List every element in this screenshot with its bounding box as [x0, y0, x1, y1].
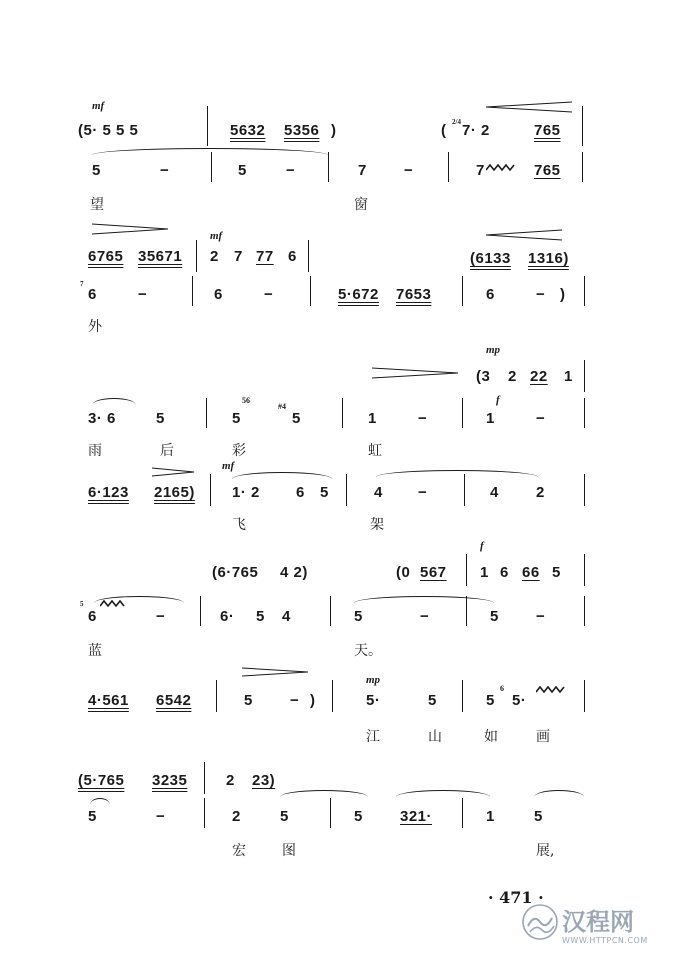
barline	[448, 152, 449, 182]
note: 1	[486, 808, 495, 825]
notes: 7653	[396, 286, 432, 303]
dash: −	[536, 410, 546, 427]
dash: −	[264, 286, 274, 303]
note: 2	[210, 248, 219, 265]
note: 2	[226, 772, 235, 789]
note: 6	[486, 286, 495, 303]
barline	[462, 680, 463, 712]
note: 5	[88, 808, 97, 825]
barline	[584, 276, 585, 306]
notes: 4·561	[88, 692, 129, 709]
slur	[232, 472, 332, 479]
notes: 765	[534, 162, 561, 179]
trill-mark	[100, 600, 128, 608]
note: 5	[238, 162, 247, 179]
note: 5	[244, 692, 253, 709]
notes: 765	[534, 122, 561, 139]
note: 6	[214, 286, 223, 303]
lyric: 窗	[354, 197, 368, 213]
note: 6	[288, 248, 297, 265]
lyric: 望	[90, 197, 104, 213]
slur	[280, 790, 368, 797]
paren: )	[310, 692, 316, 709]
barline	[584, 596, 585, 626]
slur	[354, 596, 494, 603]
barline	[310, 276, 311, 306]
notes: (6·765	[212, 564, 259, 581]
note: 7	[234, 248, 243, 265]
lyric: 天。	[354, 643, 382, 659]
note: 5	[232, 410, 241, 427]
watermark-brand: 汉程网	[562, 908, 634, 936]
note: 7	[476, 162, 485, 179]
paren: )	[331, 122, 337, 139]
barline	[346, 474, 347, 506]
barline	[210, 474, 211, 506]
dash: −	[536, 286, 546, 303]
note: 4	[490, 484, 499, 501]
barline	[584, 474, 585, 506]
dash: −	[418, 484, 428, 501]
barline	[200, 596, 201, 626]
crescendo-hairpin	[484, 100, 574, 114]
decrescendo-hairpin	[370, 366, 460, 380]
dash: −	[286, 162, 296, 179]
dash: −	[156, 608, 166, 625]
barline	[584, 554, 585, 586]
lyric: 蓝	[88, 643, 102, 659]
dash: −	[156, 808, 166, 825]
notes: 4 2)	[280, 564, 308, 581]
paren: (	[441, 122, 447, 139]
dynamic-mp: mp	[366, 674, 381, 686]
barline	[462, 276, 463, 306]
dash: −	[418, 410, 428, 427]
slur	[90, 798, 110, 805]
note: 5	[292, 410, 301, 427]
notes: 6542	[156, 692, 192, 709]
barline	[462, 398, 463, 428]
barline	[464, 474, 465, 506]
watermark-url: WWW.HTTPCN.COM	[562, 936, 648, 945]
lyric: 飞	[232, 517, 246, 533]
dynamic-mf: mf	[210, 230, 223, 242]
lyric: 雨	[88, 443, 102, 459]
watermark-logo	[520, 900, 670, 956]
barline	[216, 680, 217, 712]
dynamic-mf: mf	[92, 100, 105, 112]
note: 5·	[366, 692, 381, 709]
barline	[211, 152, 212, 182]
notes: (3	[476, 368, 491, 385]
note: 5	[428, 692, 437, 709]
decrescendo-hairpin	[90, 222, 170, 236]
notes: (6133	[470, 250, 511, 267]
notes: 567	[420, 564, 447, 581]
grace-note: 2/4	[452, 118, 461, 126]
note: 1	[486, 410, 495, 427]
dash: −	[536, 608, 546, 625]
barline	[330, 596, 331, 626]
note: 5·	[512, 692, 527, 709]
note: 1	[480, 564, 489, 581]
barline	[584, 398, 585, 428]
note: 4	[374, 484, 383, 501]
note: 5	[552, 564, 561, 581]
slur	[396, 790, 490, 797]
dynamic-mp: mp	[486, 344, 501, 356]
grace-note: 7	[80, 280, 84, 288]
slur	[376, 470, 538, 477]
lyric: 画	[536, 729, 550, 745]
dash: −	[420, 608, 430, 625]
note: 5	[486, 692, 495, 709]
notes: 22	[530, 368, 548, 385]
barline	[462, 798, 463, 828]
note: 4	[282, 608, 291, 625]
barline	[207, 106, 208, 146]
barline	[332, 680, 333, 712]
dash: −	[404, 162, 414, 179]
crescendo-hairpin	[484, 228, 564, 242]
notes: (5· 5 5 5	[78, 122, 139, 139]
lyric: 山	[428, 729, 442, 745]
note: 1	[564, 368, 573, 385]
lyric: 宏	[232, 843, 246, 859]
barline	[466, 596, 467, 626]
slur	[534, 790, 584, 797]
note: 2	[232, 808, 241, 825]
note: 6	[296, 484, 305, 501]
notes: 66	[522, 564, 540, 581]
lyric: 架	[370, 517, 384, 533]
notes: (0	[396, 564, 411, 581]
dynamic-f: f	[496, 394, 500, 406]
notes: 1316)	[528, 250, 569, 267]
notes: 7· 2	[462, 122, 490, 139]
lyric: 如	[484, 729, 498, 745]
barline	[206, 398, 207, 428]
lyric: 虹	[368, 443, 382, 459]
note: 7	[358, 162, 367, 179]
note: 1	[368, 410, 377, 427]
note: 2	[536, 484, 545, 501]
note: 6·	[220, 608, 235, 625]
note: 5	[92, 162, 101, 179]
lyric: 后	[160, 443, 174, 459]
notes: 6·123	[88, 484, 129, 501]
notes: 5356	[284, 122, 320, 139]
barline	[204, 798, 205, 828]
trill-mark	[536, 686, 566, 694]
notes: 321·	[400, 808, 433, 825]
lyric: 江	[366, 729, 380, 745]
note: 5	[354, 808, 363, 825]
notes: 3235	[152, 772, 188, 789]
notes: 35671	[138, 248, 183, 265]
grace-note: #4	[278, 402, 286, 411]
notes: 77	[256, 248, 274, 265]
decrescendo-hairpin	[240, 666, 310, 678]
barline	[308, 240, 309, 272]
dash: −	[290, 692, 300, 709]
wave-logo-icon	[520, 902, 560, 942]
barline	[196, 240, 197, 272]
dash: −	[160, 162, 170, 179]
page-number: · 471 ·	[488, 888, 544, 907]
barline	[192, 276, 193, 306]
dash: −	[138, 286, 148, 303]
note: 5	[320, 484, 329, 501]
notes: 23)	[252, 772, 276, 789]
dynamic-f: f	[480, 540, 484, 552]
note: 5	[490, 608, 499, 625]
lyric: 图	[282, 843, 296, 859]
paren: )	[560, 286, 566, 303]
notes: 6765	[88, 248, 124, 265]
note: 5	[256, 608, 265, 625]
notes: (5·765	[78, 772, 125, 789]
notes: 1· 2	[232, 484, 260, 501]
barline	[584, 680, 585, 712]
barline	[582, 152, 583, 182]
decrescendo-hairpin	[150, 466, 196, 478]
slur	[92, 148, 328, 155]
barline	[204, 762, 205, 794]
barline	[342, 398, 343, 428]
barline	[328, 152, 329, 182]
grace-note: 56	[242, 396, 250, 405]
note: 5	[534, 808, 543, 825]
note: 6	[500, 564, 509, 581]
lyric: 彩	[232, 443, 246, 459]
grace-note: 6	[500, 684, 504, 693]
note: 5	[354, 608, 363, 625]
notes: 5·672	[338, 286, 379, 303]
lyric: 外	[88, 319, 102, 335]
note: 6	[88, 286, 97, 303]
notes: 5632	[230, 122, 266, 139]
notes: 3· 6	[88, 410, 116, 427]
lyric: 展,	[536, 843, 555, 859]
trill-mark	[486, 164, 516, 172]
note: 5	[156, 410, 165, 427]
grace-note: 5	[80, 600, 84, 608]
notes: 2165)	[154, 484, 195, 501]
note: 5	[280, 808, 289, 825]
barline	[584, 360, 585, 392]
barline	[582, 106, 583, 146]
dynamic-mf: mf	[222, 460, 235, 472]
slur	[92, 398, 136, 405]
note: 6	[88, 608, 97, 625]
barline	[466, 554, 467, 586]
note: 2	[508, 368, 517, 385]
barline	[330, 798, 331, 828]
